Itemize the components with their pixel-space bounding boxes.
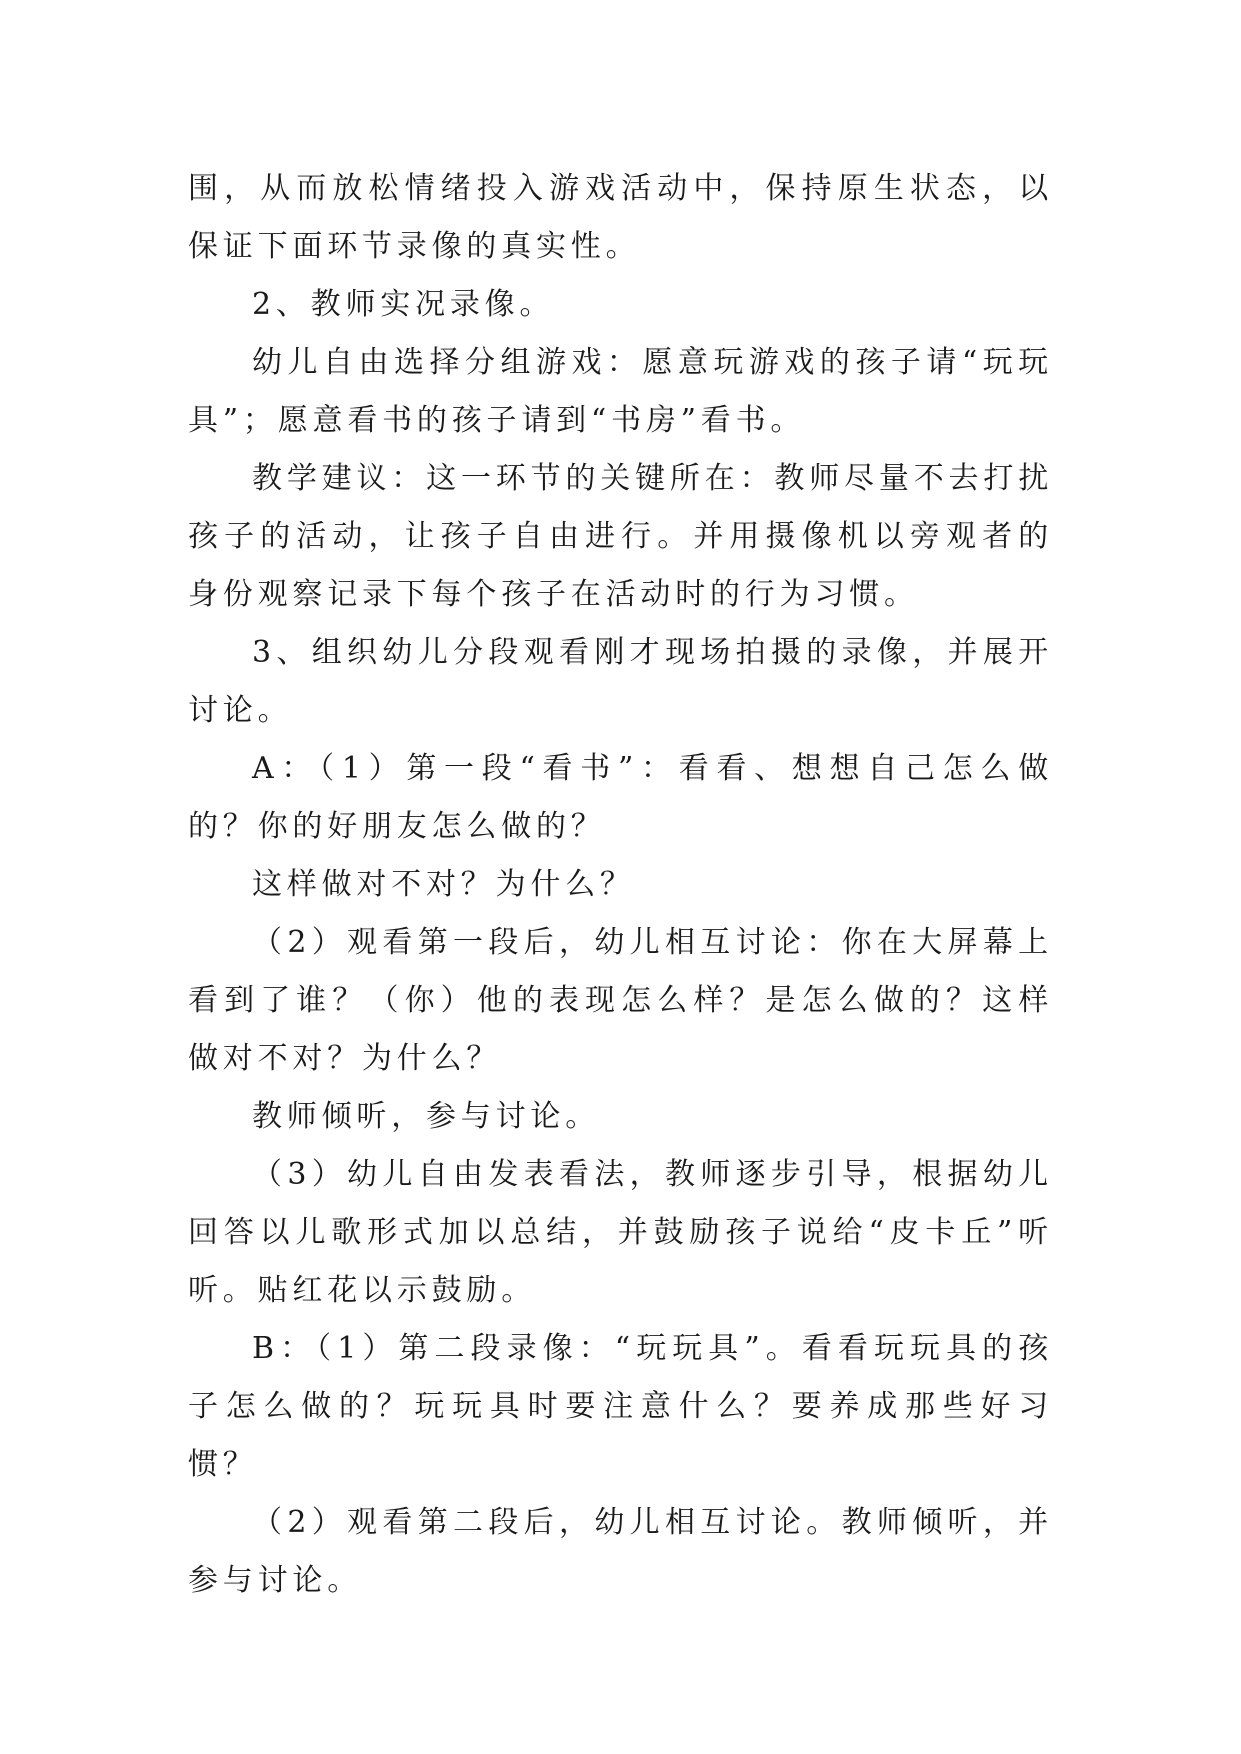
document-body	[188, 160, 1053, 1610]
paragraph-a-2: （2）观看第一段后，幼儿相互讨论：你在大屏幕上看到了谁？（你）他的表现怎么样？是怎么做的？这样做对不对？为什么？	[188, 925, 1053, 1076]
paragraph-teaching-suggestion: 教学建议：这一环节的关键所在：教师尽量不去打扰孩子的活动，让孩子自由进行。并用摄像机以旁观者的身份观察记录下每个孩子在活动时的行为习惯。	[188, 461, 1053, 612]
paragraph-a-3: （3）幼儿自由发表看法，教师逐步引导，根据幼儿回答以儿歌形式加以总结，并鼓励孩子说给“皮卡丘”听听。贴红花以示鼓励。	[188, 1157, 1053, 1308]
paragraph-teacher-listen: 教师倾听，参与讨论。	[252, 1099, 600, 1134]
paragraph-b-1: B：（1）第二段录像：“玩玩具”。看看玩玩具的孩子怎么做的？玩玩具时要注意什么？要养成那些好习惯？	[188, 1331, 1053, 1482]
paragraph-b-2: （2）观看第二段后，幼儿相互讨论。教师倾听，并参与讨论。	[188, 1505, 1053, 1598]
paragraph-step-3: 3、组织幼儿分段观看刚才现场拍摄的录像，并展开讨论。	[188, 635, 1053, 728]
paragraph-a-1: A：（1）第一段“看书”：看看、想想自己怎么做的？你的好朋友怎么做的？	[188, 751, 1053, 844]
paragraph-continuation: 围，从而放松情绪投入游戏活动中，保持原生状态，以保证下面环节录像的真实性。	[188, 171, 1053, 264]
paragraph-step-2: 2、教师实况录像。	[252, 287, 555, 322]
paragraph-a-question: 这样做对不对？为什么？	[252, 867, 635, 902]
paragraph-group-choice: 幼儿自由选择分组游戏：愿意玩游戏的孩子请“玩玩具”；愿意看书的孩子请到“书房”看书。	[188, 345, 1053, 438]
